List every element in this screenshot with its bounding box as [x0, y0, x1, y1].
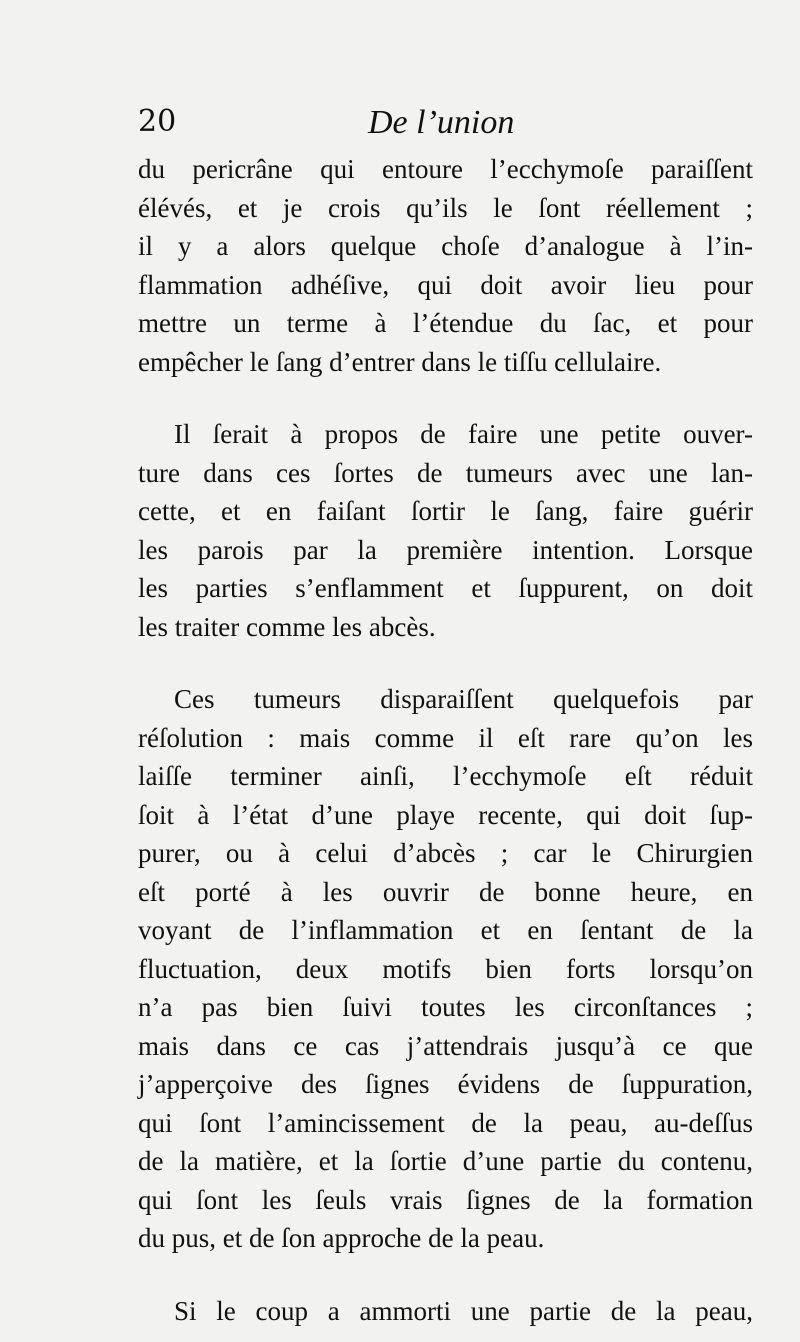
text-line: fluctuation, deux motifs bien forts lorsqu’on: [138, 953, 753, 984]
paragraph-gap: [138, 646, 753, 680]
paragraph-4: [138, 1292, 753, 1331]
text-line: de la matière, et la ſortie d’une partie du contenu,: [138, 1146, 753, 1176]
text-line: qui ſont l’amincissement de la peau, au-deſſus: [138, 1107, 753, 1138]
text-line: purer, ou à celui d’abcès ; car le Chirurgien: [138, 838, 753, 868]
text-line: empêcher le ſang d’entrer dans le tiſſu cellulaire.: [138, 346, 662, 377]
paragraph-gap: [138, 1258, 753, 1292]
text-line: mais dans ce cas j’attendrais jusqu’à ce que: [138, 1030, 753, 1061]
text-line: réſolution : mais comme il eſt rare qu’on les: [138, 722, 753, 753]
text-line: Il ſerait à propos de faire une petite ouver-: [174, 419, 753, 449]
paragraph-3: [138, 680, 753, 1258]
text-line: n’a pas bien ſuivi toutes les circonſtances ;: [138, 992, 753, 1022]
page-number: 20: [138, 104, 177, 139]
text-line: laiſſe terminer ainſi, l’ecchymoſe eſt réduit: [138, 761, 753, 791]
page-header: [138, 104, 748, 144]
paragraph-1: [138, 150, 753, 381]
text-line: cette, et en faiſant ſortir le ſang, faire guérir: [138, 496, 753, 526]
text-line: élévés, et je crois qu’ils le ſont réellement ;: [138, 192, 753, 223]
text-line: mettre un terme à l’étendue du ſac, et pour: [138, 308, 753, 338]
text-line: les traiter comme les abcès.: [138, 611, 436, 642]
text-line: eſt porté à les ouvrir de bonne heure, en: [138, 876, 753, 907]
text-line: du pus, et de ſon approche de la peau.: [138, 1223, 545, 1253]
text-line: il y a alors quelque choſe d’analogue à l’in-: [138, 231, 753, 261]
text-line: les parois par la première intention. Lorsque: [138, 534, 753, 565]
text-line: les parties s’enflamment et ſuppurent, on doit: [138, 573, 753, 603]
text-line: du pericrâne qui entoure l’ecchymoſe paraiſſent: [138, 154, 753, 184]
text-line: flammation adhéſive, qui doit avoir lieu pour: [138, 269, 753, 300]
text-line: Ces tumeurs disparaiſſent quelquefois par: [174, 684, 753, 714]
running-head: De l’union: [368, 104, 515, 141]
paragraph-gap: [138, 381, 753, 415]
text-line: ſoit à l’état d’une playe recente, qui doit ſup-: [138, 799, 753, 830]
text-line: qui ſont les ſeuls vrais ſignes de la formation: [138, 1184, 753, 1215]
paragraph-2: [138, 415, 753, 646]
text-line: Si le coup a ammorti une partie de la peau,: [174, 1295, 753, 1326]
text-line: voyant de l’inflammation et en ſentant de la: [138, 915, 753, 945]
text-line: j’apperçoive des ſignes évidens de ſuppuration,: [138, 1069, 753, 1099]
body-text: [138, 150, 753, 1330]
text-line: ture dans ces ſortes de tumeurs avec une lan-: [138, 457, 753, 488]
